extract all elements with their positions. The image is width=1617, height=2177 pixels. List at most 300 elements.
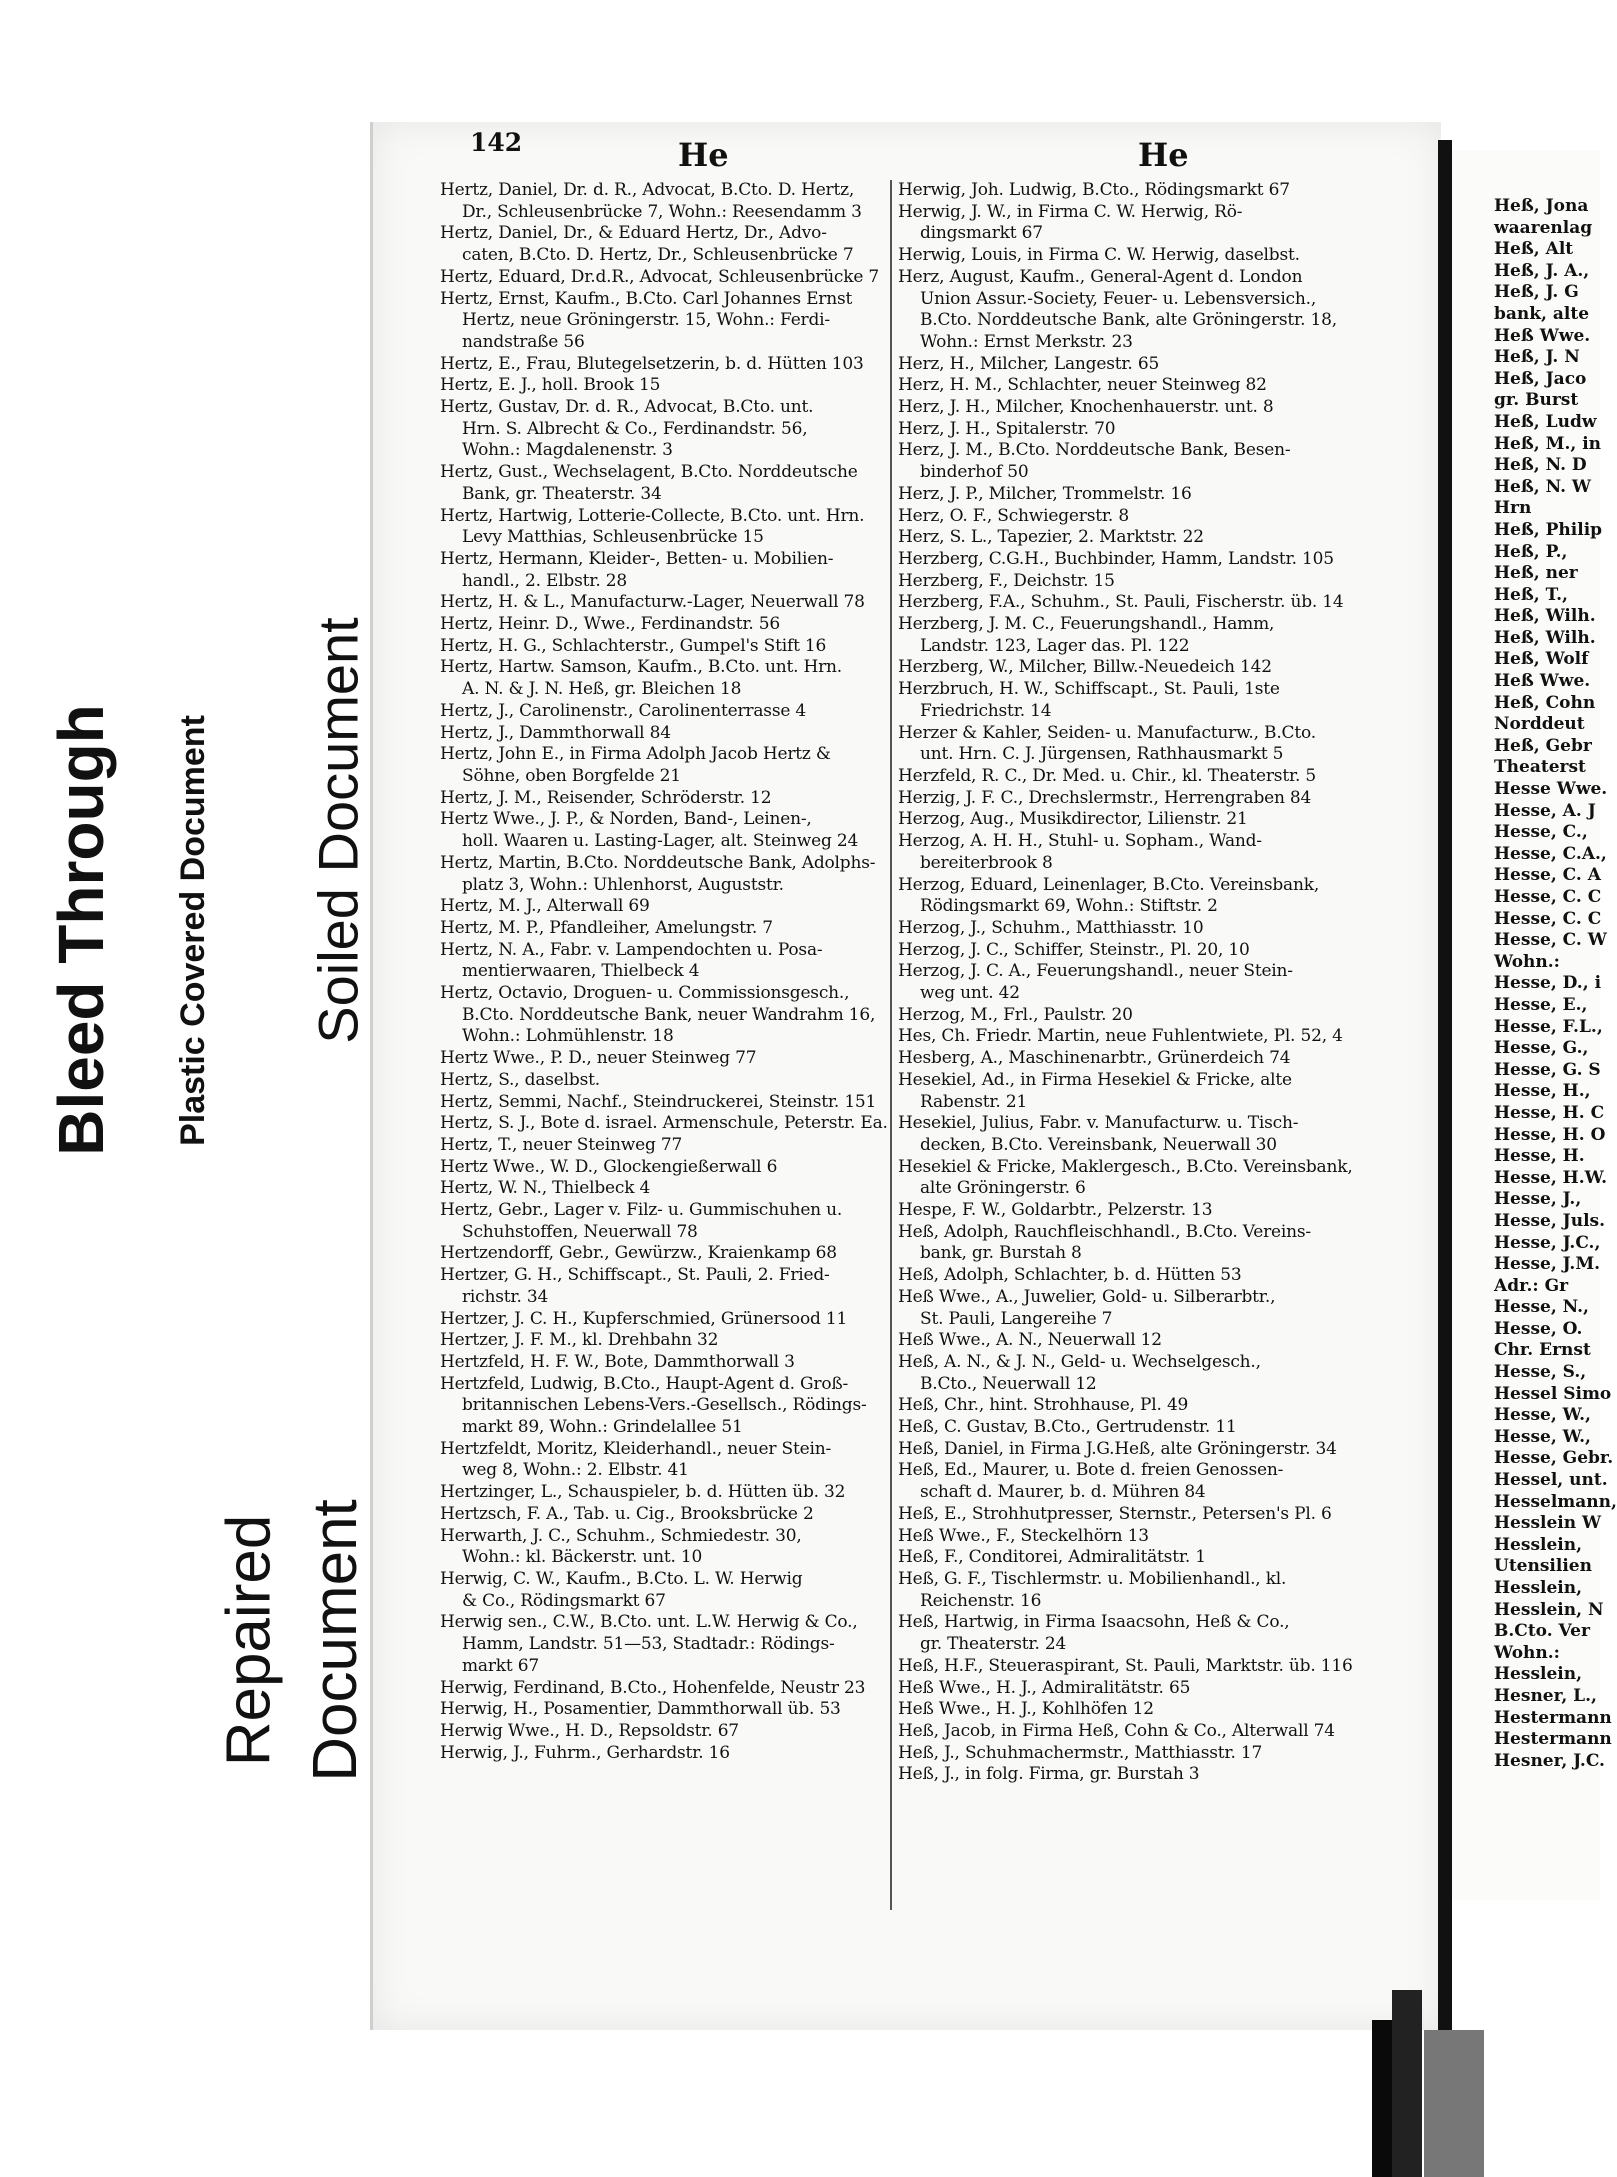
entry-continuation: Friedrichstr. 14: [920, 700, 1052, 721]
directory-entry: [898, 1026, 1432, 1048]
entry-line: Herzog, Eduard, Leinenlager, B.Cto. Vereinsbank,: [898, 874, 1320, 895]
directory-entry: [898, 723, 1432, 766]
facing-page-fragment: Heß, J. N: [1494, 347, 1580, 368]
entry-line: Hertzer, J. C. H., Kupferschmied, Grünersood 11: [440, 1308, 848, 1329]
entry-line: Heß, J., Schuhmachermstr., Matthiasstr. 17: [898, 1742, 1263, 1763]
facing-page-fragment: Heß, ner: [1494, 563, 1578, 584]
entry-continuation: alte Gröningerstr. 6: [920, 1178, 1086, 1199]
directory-entry: [898, 1699, 1432, 1721]
entry-line: Herzog, J., Schuhm., Matthiasstr. 10: [898, 917, 1204, 938]
entry-continuation: Rabenstr. 21: [920, 1091, 1028, 1112]
entry-line: Heß, J., in folg. Firma, gr. Burstah 3: [898, 1764, 1200, 1785]
entry-line: Hertz, Ernst, Kaufm., B.Cto. Carl Johannes Ernst: [440, 288, 853, 309]
entry-continuation: handl., 2. Elbstr. 28: [462, 570, 627, 591]
facing-page-fragment: Heß, Philip: [1494, 519, 1603, 540]
directory-entry: [440, 1569, 888, 1612]
facing-page-fragment: Heß, P.,: [1494, 541, 1568, 562]
entry-line: Herwig, Louis, in Firma C. W. Herwig, daselbst.: [898, 245, 1300, 266]
facing-page-fragment: Wohn.:: [1494, 951, 1560, 972]
directory-entry: [898, 267, 1432, 354]
facing-page-fragment: Chr. Ernst: [1494, 1340, 1591, 1361]
directory-entry: [440, 788, 888, 810]
facing-page-fragment: Hesslein,: [1494, 1534, 1583, 1555]
facing-page-fragment: Hesse, G.,: [1494, 1038, 1589, 1059]
facing-page-fragment: Hesse, C.,: [1494, 822, 1588, 843]
entry-continuation: B.Cto. Norddeutsche Bank, neuer Wandrahm 16,: [462, 1004, 876, 1025]
directory-entry: [898, 1526, 1432, 1548]
facing-page-fragment: Heß, Cohn: [1494, 692, 1596, 713]
entry-line: Herzog, M., Frl., Paulstr. 20: [898, 1004, 1133, 1025]
entry-line: Herzog, Aug., Musikdirector, Lilienstr. 21: [898, 809, 1248, 830]
directory-entry: [898, 549, 1432, 571]
directory-entry: [440, 1048, 888, 1070]
directory-entry: [898, 1352, 1432, 1395]
entry-continuation: holl. Waaren u. Lasting-Lager, alt. Steinweg 24: [462, 831, 859, 852]
directory-entry: [440, 1265, 888, 1308]
facing-page-fragment: B.Cto. Ver: [1494, 1621, 1590, 1642]
entry-continuation: bank, gr. Burstah 8: [920, 1243, 1082, 1264]
facing-page-fragment: Hesse, D., i: [1494, 973, 1602, 994]
facing-page-fragment: Hesse, C. W: [1494, 930, 1607, 951]
entry-continuation: markt 89, Wohn.: Grindelallee 51: [462, 1417, 743, 1438]
directory-entry: [440, 1504, 888, 1526]
directory-entry: [440, 701, 888, 723]
directory-entry: [440, 267, 888, 289]
directory-entry: [898, 180, 1432, 202]
facing-page-fragment: Heß, Gebr: [1494, 735, 1592, 756]
directory-entry: [898, 1113, 1432, 1156]
directory-entry: [898, 1200, 1432, 1222]
directory-entry: [898, 1048, 1432, 1070]
entry-continuation: weg 8, Wohn.: 2. Elbstr. 41: [462, 1460, 689, 1481]
entry-line: Heß, H.F., Steueraspirant, St. Pauli, Marktstr. üb. 116: [898, 1655, 1353, 1676]
facing-page-fragment: Heß, N. W: [1494, 476, 1592, 497]
plastic-covered-label: [168, 620, 218, 1240]
directory-entry: [898, 571, 1432, 593]
entry-continuation: bereiterbrook 8: [920, 852, 1053, 873]
repaired-text-1: Repaired: [214, 1514, 284, 1766]
entry-continuation: unt. Hrn. C. J. Jürgensen, Rathhausmarkt 5: [920, 744, 1284, 765]
entry-line: Herwig, Ferdinand, B.Cto., Hohenfelde, Neustr 23: [440, 1677, 866, 1698]
directory-entry: [898, 397, 1432, 419]
entry-line: Hertz, H. & L., Manufacturw.-Lager, Neuerwall 78: [440, 592, 865, 613]
facing-page-fragment: Heß, J. G: [1494, 282, 1579, 303]
directory-entry: [898, 1504, 1432, 1526]
directory-entry: [440, 1482, 888, 1504]
entry-continuation: Hrn. S. Albrecht & Co., Ferdinandstr. 56,: [462, 418, 808, 439]
directory-entry: [898, 614, 1432, 657]
entry-line: Hertz Wwe., P. D., neuer Steinweg 77: [440, 1048, 757, 1069]
entry-line: Herz, J. P., Milcher, Trommelstr. 16: [898, 483, 1192, 504]
directory-entry: [898, 1287, 1432, 1330]
directory-entry: [440, 1721, 888, 1743]
entry-continuation: Reichenstr. 16: [920, 1590, 1042, 1611]
directory-entry: [440, 1309, 888, 1331]
column-divider: [890, 180, 892, 1910]
facing-page-fragment: Hesslein, N: [1494, 1599, 1604, 1620]
entry-line: Heß, Adolph, Rauchfleischhandl., B.Cto. Vereins-: [898, 1221, 1311, 1242]
directory-entry: [898, 1460, 1432, 1503]
entry-line: Hertzer, J. F. M., kl. Drehbahn 32: [440, 1330, 719, 1351]
soiled-document-text: Soiled Document: [306, 616, 370, 1044]
entry-continuation: Wohn.: kl. Bäckerstr. unt. 10: [462, 1547, 703, 1568]
facing-page-fragment: Heß Wwe.: [1494, 325, 1591, 346]
entry-continuation: Bank, gr. Theaterstr. 34: [462, 483, 662, 504]
entry-line: Hertzfeld, H. F. W., Bote, Dammthorwall 3: [440, 1351, 795, 1372]
directory-entry: [898, 1005, 1432, 1027]
entry-line: Herz, O. F., Schwiegerstr. 8: [898, 505, 1129, 526]
entry-continuation: mentierwaaren, Thielbeck 4: [462, 961, 700, 982]
entry-line: Hertz, Daniel, Dr. d. R., Advocat, B.Cto. D. Hertz,: [440, 180, 855, 200]
entry-line: Heß, Hartwig, in Firma Isaacsohn, Heß & Co.,: [898, 1612, 1290, 1633]
entry-line: Heß, G. F., Tischlermstr. u. Mobilienhandl., kl.: [898, 1569, 1287, 1589]
entry-line: Hertz, Daniel, Dr., & Eduard Hertz, Dr., Advo-: [440, 223, 827, 244]
directory-entry: [898, 440, 1432, 483]
entry-continuation: weg unt. 42: [920, 983, 1020, 1004]
facing-page-fragment: Hesse, C.A.,: [1494, 843, 1607, 864]
entry-continuation: Hamm, Landstr. 51—53, Stadtadr.: Rödings-: [462, 1634, 835, 1655]
facing-page-fragment: Heß, M., in: [1494, 433, 1602, 454]
entry-line: Herz, H. M., Schlachter, neuer Steinweg 82: [898, 375, 1267, 396]
directory-entry: [440, 223, 888, 266]
entry-line: Hespe, F. W., Goldarbtr., Pelzerstr. 13: [898, 1200, 1213, 1221]
directory-entry: [440, 289, 888, 354]
facing-page-fragment: Hesse, C. C: [1494, 908, 1602, 929]
facing-page-fragment: Heß, Wilh.: [1494, 606, 1596, 627]
facing-page-fragment: Heß, J. A.,: [1494, 260, 1590, 281]
entry-line: Hertz, S. J., Bote d. israel. Armenschule, Peterstr. Ea.: [440, 1113, 888, 1134]
entry-line: Heß, F., Conditorei, Admiralitätstr. 1: [898, 1547, 1206, 1568]
facing-page-fragment: Heß, Ludw: [1494, 411, 1597, 432]
entry-line: Hertz, E. J., holl. Brook 15: [440, 375, 661, 396]
facing-page-fragment: Hesse, N.,: [1494, 1297, 1589, 1318]
facing-page-fragment: Hestermann: [1494, 1729, 1612, 1750]
facing-page-fragment: Hesse, G. S: [1494, 1059, 1601, 1080]
entry-continuation: schaft d. Maurer, b. d. Mühren 84: [920, 1482, 1206, 1503]
repaired-label-line2: [290, 1460, 380, 1820]
facing-page-fragment: Wohn.:: [1494, 1642, 1560, 1663]
facing-page-fragment: Heß, Alt: [1494, 239, 1574, 260]
facing-page-fragment: Hesse, H.: [1494, 1146, 1585, 1167]
entry-line: Herwig, H., Posamentier, Dammthorwall üb. 53: [440, 1699, 841, 1720]
facing-page-fragment: Hesse, F.L.,: [1494, 1016, 1603, 1037]
entry-line: Hertz, M. P., Pfandleiher, Amelungstr. 7: [440, 917, 773, 938]
entry-line: Herwig, Joh. Ludwig, B.Cto., Rödingsmarkt 67: [898, 180, 1290, 200]
facing-page-fragment: Hesse, C. A: [1494, 865, 1601, 886]
header-left: He: [678, 136, 729, 174]
directory-entry: [440, 1374, 888, 1439]
entry-line: Heß, Ed., Maurer, u. Bote d. freien Genossen-: [898, 1460, 1284, 1481]
directory-entry: [898, 419, 1432, 441]
scan-edge-shadow: [1392, 1990, 1422, 2177]
facing-page-fragment: Hessel, unt.: [1494, 1470, 1608, 1491]
entry-line: Hertz, J., Dammthorwall 84: [440, 722, 671, 743]
directory-entry: [440, 180, 888, 223]
entry-continuation: Wohn.: Lohmühlenstr. 18: [462, 1026, 674, 1047]
right-column: [898, 180, 1432, 1786]
entry-line: Herz, H., Milcher, Langestr. 65: [898, 353, 1160, 374]
entry-line: Hertz, J., Carolinenstr., Carolinenterrasse 4: [440, 700, 807, 721]
directory-entry: [898, 1721, 1432, 1743]
entry-line: Heß Wwe., H. J., Admiralitätstr. 65: [898, 1677, 1191, 1698]
directory-entry: [440, 1743, 888, 1765]
facing-page-column: [1494, 196, 1617, 1772]
directory-entry: [440, 1678, 888, 1700]
entry-continuation: Wohn.: Ernst Merkstr. 23: [920, 331, 1133, 352]
entry-line: Hertzinger, L., Schauspieler, b. d. Hütten üb. 32: [440, 1482, 846, 1503]
directory-entry: [898, 1265, 1432, 1287]
directory-entry: [440, 1092, 888, 1114]
entry-continuation: platz 3, Wohn.: Uhlenhorst, Auguststr.: [462, 874, 784, 895]
entry-continuation: & Co., Rödingsmarkt 67: [462, 1590, 666, 1611]
entry-line: Heß, Chr., hint. Strohhause, Pl. 49: [898, 1395, 1189, 1416]
entry-line: Heß, Adolph, Schlachter, b. d. Hütten 53: [898, 1265, 1242, 1286]
facing-page-fragment: Hesse, H.,: [1494, 1081, 1591, 1102]
facing-page-fragment: Heß, Wilh.: [1494, 627, 1596, 648]
entry-line: Heß, Jacob, in Firma Heß, Cohn & Co., Alterwall 74: [898, 1720, 1335, 1741]
entry-line: Heß, Daniel, in Firma J.G.Heß, alte Gröningerstr. 34: [898, 1438, 1337, 1459]
entry-line: Hertz, Eduard, Dr.d.R., Advocat, Schleusenbrücke 7: [440, 266, 880, 287]
entry-line: Herzberg, C.G.H., Buchbinder, Hamm, Landstr. 105: [898, 548, 1334, 569]
directory-entry: [898, 1678, 1432, 1700]
directory-entry: [898, 1439, 1432, 1461]
directory-entry: [898, 875, 1432, 918]
entry-line: Herwarth, J. C., Schuhm., Schmiedestr. 30,: [440, 1525, 802, 1546]
entry-line: Herz, J. M., B.Cto. Norddeutsche Bank, Besen-: [898, 440, 1291, 461]
directory-entry: [440, 809, 888, 852]
entry-line: Hertz, Gustav, Dr. d. R., Advocat, B.Cto. unt.: [440, 397, 814, 418]
directory-entry: [898, 961, 1432, 1004]
directory-entry: [440, 1113, 888, 1135]
directory-entry: [898, 1547, 1432, 1569]
entry-line: Herzberg, F.A., Schuhm., St. Pauli, Fischerstr. üb. 14: [898, 592, 1344, 613]
directory-entry: [898, 1612, 1432, 1655]
entry-line: Hertz, J. M., Reisender, Schröderstr. 12: [440, 787, 772, 808]
directory-entry: [440, 853, 888, 896]
entry-line: Herzberg, W., Milcher, Billw.-Neuedeich 142: [898, 657, 1272, 678]
entry-line: Hertz, S., daselbst.: [440, 1069, 600, 1090]
directory-entry: [898, 1417, 1432, 1439]
directory-entry: [898, 592, 1432, 614]
entry-line: Hertz, N. A., Fabr. v. Lampendochten u. Posa-: [440, 939, 823, 960]
facing-page-fragment: Hesse, W.,: [1494, 1405, 1591, 1426]
header-right: He: [1138, 136, 1189, 174]
entry-line: Herzig, J. F. C., Drechslermstr., Herrengraben 84: [898, 787, 1312, 808]
facing-page-fragment: Heß, N. D: [1494, 455, 1587, 476]
directory-entry: [898, 354, 1432, 376]
directory-entry: [440, 506, 888, 549]
directory-entry: [440, 614, 888, 636]
entry-line: Hertz, W. N., Thielbeck 4: [440, 1178, 651, 1199]
page-number: 142: [470, 128, 523, 157]
entry-line: Herwig Wwe., H. D., Repsoldstr. 67: [440, 1720, 739, 1741]
directory-entry: [440, 354, 888, 376]
entry-line: Hertzendorff, Gebr., Gewürzw., Kraienkamp 68: [440, 1243, 837, 1264]
directory-entry: [440, 940, 888, 983]
directory-entry: [440, 592, 888, 614]
entry-continuation: richstr. 34: [462, 1286, 549, 1307]
entry-continuation: dingsmarkt 67: [920, 223, 1043, 244]
entry-line: Hesberg, A., Maschinenarbtr., Grünerdeich 74: [898, 1048, 1291, 1069]
entry-continuation: Union Assur.-Society, Feuer- u. Lebensversich.,: [920, 288, 1317, 309]
entry-line: Hertz, Hartw. Samson, Kaufm., B.Cto. unt. Hrn.: [440, 657, 843, 678]
directory-entry: [898, 506, 1432, 528]
directory-entry: [440, 1178, 888, 1200]
plastic-covered-text: Plastic Covered Document: [173, 714, 212, 1146]
entry-continuation: Landstr. 123, Lager das. Pl. 122: [920, 635, 1190, 656]
directory-entry: [898, 245, 1432, 267]
directory-entry: [440, 549, 888, 592]
facing-page-fragment: Hesse, J.,: [1494, 1189, 1582, 1210]
entry-line: Herzer & Kahler, Seiden- u. Manufacturw., B.Cto.: [898, 722, 1316, 743]
entry-line: Hertz, Gebr., Lager v. Filz- u. Gummischuhen u.: [440, 1200, 843, 1221]
entry-line: Heß Wwe., F., Steckelhörn 13: [898, 1525, 1149, 1546]
facing-page-fragment: Hesse, S.,: [1494, 1362, 1587, 1383]
directory-entry: [898, 766, 1432, 788]
facing-page-fragment: Adr.: Gr: [1494, 1275, 1569, 1296]
facing-page-fragment: Norddeut: [1494, 714, 1585, 735]
facing-page-fragment: Theaterst: [1494, 757, 1586, 778]
facing-page-fragment: bank, alte: [1494, 303, 1590, 324]
entry-line: Herz, J. H., Milcher, Knochenhauerstr. unt. 8: [898, 397, 1274, 418]
facing-page-fragment: Heß, Wolf: [1494, 649, 1589, 670]
facing-page-fragment: Utensilien: [1494, 1556, 1592, 1577]
directory-entry: [898, 679, 1432, 722]
directory-entry: [898, 484, 1432, 506]
directory-entry: [440, 983, 888, 1048]
entry-line: Hertz, Octavio, Droguen- u. Commissionsgesch.,: [440, 983, 850, 1004]
directory-entry: [898, 1395, 1432, 1417]
entry-line: Herzfeld, R. C., Dr. Med. u. Chir., kl. Theaterstr. 5: [898, 765, 1317, 786]
entry-line: Hertz Wwe., W. D., Glockengießerwall 6: [440, 1156, 778, 1177]
entry-continuation: Levy Matthias, Schleusenbrücke 15: [462, 527, 764, 548]
directory-entry: [898, 1330, 1432, 1352]
directory-entry: [440, 1243, 888, 1265]
facing-page-fragment: Heß, Jona: [1494, 196, 1589, 216]
directory-entry: [898, 809, 1432, 831]
bleed-through-label: [36, 620, 126, 1240]
entry-line: Herwig, C. W., Kaufm., B.Cto. L. W. Herwig: [440, 1569, 803, 1589]
facing-page-fragment: gr. Burst: [1494, 390, 1579, 411]
facing-page-fragment: Hesse, O.: [1494, 1318, 1583, 1339]
entry-line: Heß, C. Gustav, B.Cto., Gertrudenstr. 11: [898, 1417, 1237, 1438]
directory-entry: [440, 918, 888, 940]
entry-continuation: britannischen Lebens-Vers.-Gesellsch., Rödings-: [462, 1395, 867, 1416]
entry-line: Hes, Ch. Friedr. Martin, neue Fuhlentwiete, Pl. 52, 4: [898, 1026, 1343, 1047]
facing-page-fragment: Hesselmann,: [1494, 1491, 1617, 1512]
entry-line: Herzberg, F., Deichstr. 15: [898, 570, 1115, 591]
entry-continuation: nandstraße 56: [462, 331, 585, 352]
directory-entry: [440, 1439, 888, 1482]
entry-line: Herzog, A. H. H., Stuhl- u. Sopham., Wand-: [898, 831, 1262, 852]
facing-page-fragment: Hesse, H. O: [1494, 1124, 1606, 1145]
entry-line: Herzog, J. C. A., Feuerungshandl., neuer Stein-: [898, 961, 1293, 982]
directory-entry: [440, 462, 888, 505]
entry-continuation: Hertz, neue Gröningerstr. 15, Wohn.: Ferdi-: [462, 310, 830, 331]
directory-entry: [898, 1157, 1432, 1200]
entry-line: Heß, A. N., & J. N., Geld- u. Wechselgesch.,: [898, 1351, 1261, 1372]
entry-line: Hertz, Semmi, Nachf., Steindruckerei, Steinstr. 151: [440, 1091, 877, 1112]
facing-page-fragment: Hesslein W: [1494, 1513, 1602, 1534]
directory-entry: [898, 1656, 1432, 1678]
directory-entry: [440, 657, 888, 700]
directory-entry: [898, 918, 1432, 940]
directory-entry: [898, 1764, 1432, 1786]
directory-entry: [440, 1352, 888, 1374]
entry-continuation: St. Pauli, Langereihe 7: [920, 1308, 1113, 1329]
facing-page-fragment: Hesse, H. C: [1494, 1102, 1605, 1123]
entry-line: Herwig sen., C.W., B.Cto. unt. L.W. Herwig & Co.,: [440, 1612, 858, 1633]
entry-line: Hertz, Gust., Wechselagent, B.Cto. Norddeutsche: [440, 462, 858, 483]
entry-continuation: markt 67: [462, 1655, 539, 1676]
entry-line: Hertz Wwe., J. P., & Norden, Band-, Leinen-,: [440, 809, 812, 830]
entry-continuation: gr. Theaterstr. 24: [920, 1634, 1067, 1655]
directory-entry: [898, 940, 1432, 962]
directory-entry: [898, 202, 1432, 245]
book-spine: [1438, 140, 1452, 2030]
directory-entry: [440, 375, 888, 397]
facing-page-fragment: Hesse, H.W.: [1494, 1167, 1608, 1188]
directory-entry: [440, 896, 888, 918]
entry-line: Hertz, Hartwig, Lotterie-Collecte, B.Cto. unt. Hrn.: [440, 505, 865, 526]
entry-line: Hertz, Martin, B.Cto. Norddeutsche Bank, Adolphs-: [440, 852, 876, 873]
directory-entry: [898, 831, 1432, 874]
entry-line: Hertz, H. G., Schlachterstr., Gumpel's Stift 16: [440, 635, 827, 656]
directory-entry: [440, 1200, 888, 1243]
entry-continuation: B.Cto. Norddeutsche Bank, alte Gröningerstr. 18,: [920, 310, 1337, 331]
entry-line: Heß Wwe., H. J., Kohlhöfen 12: [898, 1699, 1154, 1720]
entry-line: Heß Wwe., A., Juwelier, Gold- u. Silberarbtr.,: [898, 1286, 1276, 1307]
entry-line: Hertz, T., neuer Steinweg 77: [440, 1134, 683, 1155]
directory-entry: [440, 723, 888, 745]
directory-entry: [898, 375, 1432, 397]
entry-line: Herzog, J. C., Schiffer, Steinstr., Pl. 20, 10: [898, 939, 1250, 960]
directory-entry: [440, 636, 888, 658]
entry-continuation: Söhne, oben Borgfelde 21: [462, 765, 681, 786]
entry-line: Herz, August, Kaufm., General-Agent d. London: [898, 266, 1303, 287]
facing-page-fragment: Hesslein,: [1494, 1664, 1583, 1685]
entry-continuation: binderhof 50: [920, 462, 1029, 483]
directory-entry: [440, 397, 888, 462]
soiled-document-label: [298, 520, 378, 1140]
entry-continuation: B.Cto., Neuerwall 12: [920, 1373, 1097, 1394]
entry-continuation: Rödingsmarkt 69, Wohn.: Stiftstr. 2: [920, 896, 1218, 917]
entry-line: Hertzsch, F. A., Tab. u. Cig., Brooksbrücke 2: [440, 1503, 814, 1524]
entry-line: Heß Wwe., A. N., Neuerwall 12: [898, 1330, 1162, 1351]
entry-continuation: caten, B.Cto. D. Hertz, Dr., Schleusenbrücke 7: [462, 245, 854, 266]
facing-page-fragment: Hrn: [1494, 498, 1532, 519]
facing-page-fragment: waarenlag: [1494, 217, 1593, 238]
facing-page-fragment: Hesse, Juls.: [1494, 1210, 1606, 1231]
left-column: [440, 180, 888, 1764]
entry-line: Herwig, J. W., in Firma C. W. Herwig, Rö-: [898, 201, 1243, 222]
facing-page-fragment: Hesner, L.,: [1494, 1685, 1597, 1706]
entry-line: Hertz, Heinr. D., Wwe., Ferdinandstr. 56: [440, 614, 781, 635]
facing-page-fragment: Heß, Jaco: [1494, 368, 1587, 389]
entry-continuation: Wohn.: Magdalenenstr. 3: [462, 440, 673, 461]
facing-page-fragment: Hesse, Gebr.: [1494, 1448, 1614, 1469]
entry-line: Hertzfeld, Ludwig, B.Cto., Haupt-Agent d. Groß-: [440, 1373, 849, 1394]
facing-page-fragment: Heß, T.,: [1494, 584, 1568, 605]
directory-entry: [898, 788, 1432, 810]
entry-line: Hertzer, G. H., Schiffscapt., St. Pauli, 2. Fried-: [440, 1265, 830, 1286]
entry-line: Heß, E., Strohhutpresser, Sternstr., Petersen's Pl. 6: [898, 1503, 1332, 1524]
entry-continuation: Schuhstoffen, Neuerwall 78: [462, 1221, 698, 1242]
facing-page-fragment: Hestermann: [1494, 1707, 1612, 1728]
directory-entry: [440, 1330, 888, 1352]
directory-entry: [440, 1526, 888, 1569]
repaired-label-line1: [204, 1460, 294, 1820]
